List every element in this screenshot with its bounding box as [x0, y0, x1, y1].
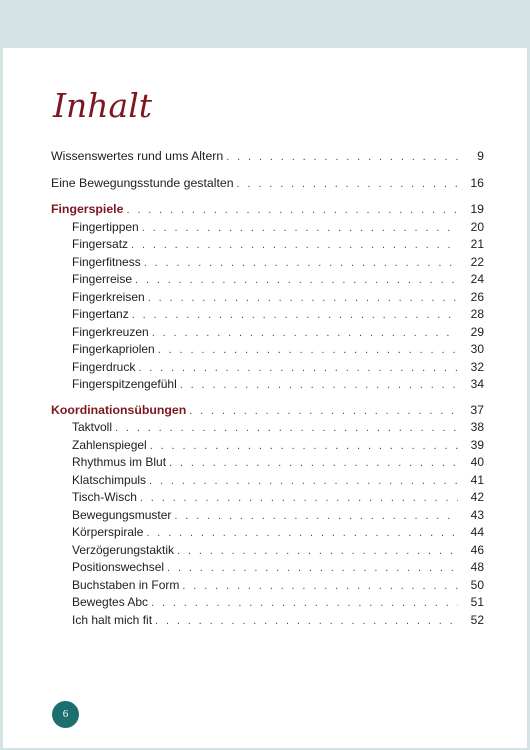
toc-page-number: 52 — [470, 612, 484, 627]
toc-page-number: 37 — [470, 402, 484, 417]
dot-leader — [177, 543, 458, 561]
toc-page-number: 28 — [470, 307, 484, 321]
toc-entry[interactable] — [51, 254, 484, 272]
dot-leader — [167, 560, 458, 578]
toc-label: Buchstaben in Form — [72, 577, 180, 592]
dot-leader — [148, 290, 458, 308]
dot-leader — [182, 578, 458, 596]
toc-label: Eine Bewegungsstunde gestalten — [51, 175, 234, 190]
toc-page-number: 44 — [470, 525, 484, 539]
toc-page-number: 40 — [470, 455, 484, 469]
toc-label: Fingerfitness — [72, 254, 141, 269]
toc-label: Fingerkreisen — [72, 289, 145, 304]
toc-page-number: 38 — [470, 420, 484, 434]
toc-label: Fingerspitzengefühl — [72, 377, 177, 391]
dot-leader — [132, 307, 458, 325]
toc-page-number: 34 — [470, 377, 484, 391]
dot-leader — [131, 237, 458, 255]
toc-page-number: 46 — [470, 542, 484, 557]
toc-page-number: 50 — [470, 577, 484, 592]
toc-entry[interactable] — [51, 612, 484, 630]
toc-entry[interactable] — [51, 419, 484, 437]
dot-leader — [126, 202, 458, 220]
toc-entry[interactable] — [51, 324, 484, 342]
dot-leader — [144, 255, 458, 273]
toc-entry[interactable] — [51, 454, 484, 472]
toc-label: Fingersatz — [72, 237, 129, 251]
toc-entry[interactable] — [51, 577, 484, 595]
toc-label: Fingerkreuzen — [72, 324, 149, 339]
toc-entry[interactable] — [51, 489, 484, 507]
toc-entry[interactable] — [51, 472, 484, 490]
toc-entry[interactable] — [51, 289, 484, 307]
toc-label: Fingerdruck — [72, 359, 136, 374]
toc-entry[interactable] — [51, 524, 484, 542]
toc-page-number: 51 — [470, 595, 484, 609]
toc-page-number: 32 — [470, 359, 484, 374]
toc-entry[interactable] — [51, 437, 484, 455]
toc-entry-bewegungsstunde[interactable] — [51, 175, 484, 193]
toc-label: Rhythmus im Blut — [72, 455, 167, 469]
toc-entry[interactable] — [51, 271, 484, 289]
dot-leader — [189, 403, 458, 421]
dot-leader — [149, 473, 458, 491]
dot-leader — [146, 525, 458, 543]
toc-page-number: 30 — [470, 342, 484, 356]
toc-entry[interactable] — [51, 507, 484, 525]
dot-leader — [180, 377, 458, 395]
page-number-badge: 6 — [52, 701, 79, 728]
toc-label: Klatschimpuls — [72, 472, 147, 487]
page-title: Inhalt — [53, 86, 153, 125]
dot-leader — [237, 176, 458, 194]
dot-leader — [138, 360, 458, 378]
toc-label: Wissenswertes rund ums Altern — [51, 149, 224, 163]
toc-page-number: 16 — [470, 175, 484, 190]
toc-label: Taktvoll — [72, 420, 113, 434]
toc-label: Bewegtes Abc — [72, 595, 149, 609]
toc-entry[interactable] — [51, 542, 484, 560]
toc-page-number: 9 — [477, 149, 484, 163]
dot-leader — [158, 342, 458, 360]
toc-label: Verzögerungstaktik — [72, 542, 175, 557]
toc-page-number: 24 — [470, 272, 484, 286]
dot-leader — [150, 438, 458, 456]
toc-page-number: 26 — [470, 289, 484, 304]
dot-leader — [135, 272, 458, 290]
dot-leader — [142, 220, 458, 238]
toc-section-label: Koordinationsübungen — [51, 402, 187, 417]
dot-leader — [174, 508, 458, 526]
toc-entry[interactable] — [51, 306, 484, 324]
table-of-contents — [51, 148, 484, 629]
toc-entry-wissenswertes[interactable] — [51, 148, 484, 166]
toc-section-koordinationsuebungen[interactable] — [51, 402, 484, 420]
dot-leader — [155, 613, 458, 631]
dot-leader — [226, 149, 458, 167]
dot-leader — [140, 490, 458, 508]
dot-leader — [151, 595, 458, 613]
document-page — [3, 48, 527, 748]
toc-label: Fingerkapriolen — [72, 342, 155, 356]
toc-label: Fingerreise — [72, 272, 133, 286]
toc-page-number: 29 — [470, 324, 484, 339]
toc-page-number: 48 — [470, 560, 484, 574]
toc-section-label: Fingerspiele — [51, 202, 124, 216]
toc-entry[interactable] — [51, 341, 484, 359]
toc-page-number: 43 — [470, 507, 484, 522]
toc-entry[interactable] — [51, 376, 484, 394]
toc-entry[interactable] — [51, 594, 484, 612]
toc-label: Körperspirale — [72, 525, 144, 539]
toc-page-number: 20 — [470, 219, 484, 234]
toc-section-fingerspiele[interactable] — [51, 201, 484, 219]
dot-leader — [152, 325, 458, 343]
toc-entry[interactable] — [51, 219, 484, 237]
toc-entry[interactable] — [51, 559, 484, 577]
dot-leader — [115, 420, 458, 438]
toc-label: Bewegungsmuster — [72, 507, 172, 522]
toc-entry[interactable] — [51, 236, 484, 254]
toc-page-number: 22 — [470, 254, 484, 269]
dot-leader — [169, 455, 458, 473]
toc-page-number: 41 — [470, 472, 484, 487]
toc-label: Tisch-Wisch — [72, 490, 137, 504]
toc-label: Fingertanz — [72, 307, 129, 321]
toc-page-number: 21 — [470, 237, 484, 251]
toc-label: Zahlenspiegel — [72, 437, 147, 452]
toc-entry[interactable] — [51, 359, 484, 377]
toc-page-number: 42 — [470, 490, 484, 504]
toc-page-number: 39 — [470, 437, 484, 452]
toc-label: Positionswechsel — [72, 560, 165, 574]
toc-label: Fingertippen — [72, 219, 139, 234]
toc-label: Ich halt mich fit — [72, 612, 153, 627]
toc-page-number: 19 — [470, 202, 484, 216]
